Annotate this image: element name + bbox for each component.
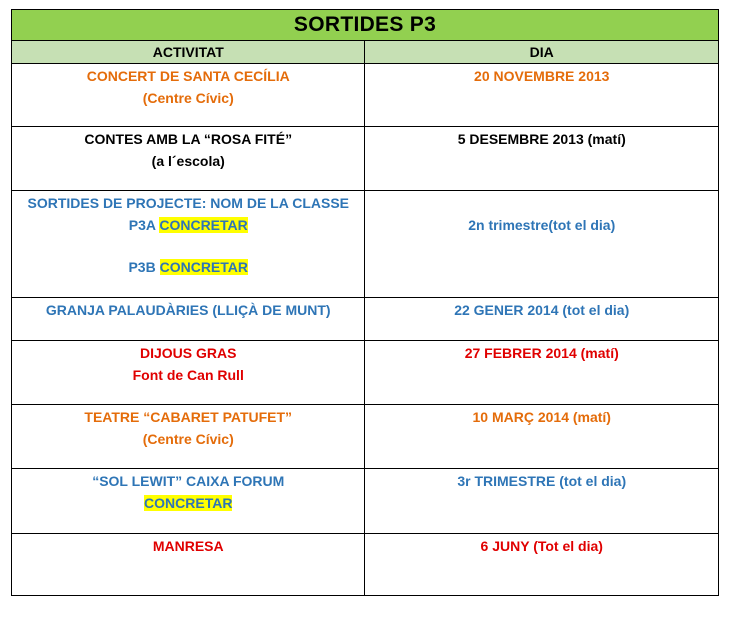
day-value: 5 DESEMBRE 2013 (matí) bbox=[457, 131, 626, 147]
day-value: 22 GENER 2014 (tot el dia) bbox=[454, 302, 630, 318]
activity-name: TEATRE “CABARET PATUFET” bbox=[84, 409, 293, 425]
activity-cell bbox=[12, 341, 365, 405]
activity-cell bbox=[12, 534, 365, 596]
header-day: DIA bbox=[365, 41, 719, 64]
table-row bbox=[12, 534, 719, 596]
day-cell bbox=[365, 405, 719, 469]
activity-note: CONCRETAR bbox=[144, 495, 233, 511]
day-cell bbox=[365, 298, 719, 341]
table-row bbox=[12, 341, 719, 405]
day-cell bbox=[365, 534, 719, 596]
day-value: 20 NOVEMBRE 2013 bbox=[474, 68, 610, 84]
group-line-b bbox=[12, 256, 364, 278]
group-line-a bbox=[12, 214, 364, 236]
table-row bbox=[12, 127, 719, 191]
activity-cell bbox=[12, 405, 365, 469]
day-value: 3r TRIMESTRE (tot el dia) bbox=[457, 473, 627, 489]
title-row bbox=[12, 10, 719, 41]
outings-table bbox=[11, 9, 719, 596]
table-row bbox=[12, 405, 719, 469]
day-value: 27 FEBRER 2014 (matí) bbox=[464, 345, 619, 361]
day-value: 10 MARÇ 2014 (matí) bbox=[472, 409, 611, 425]
table-row bbox=[12, 64, 719, 127]
day-cell bbox=[365, 127, 719, 191]
day-value: 6 JUNY (Tot el dia) bbox=[480, 538, 603, 554]
group-b-note: CONCRETAR bbox=[159, 259, 248, 275]
day-cell bbox=[365, 469, 719, 534]
activity-location: (Centre Cívic) bbox=[142, 90, 234, 106]
activity-name: SORTIDES DE PROJECTE: NOM DE LA CLASSE bbox=[27, 195, 349, 211]
group-b-label: P3B bbox=[128, 259, 156, 275]
day-cell bbox=[365, 341, 719, 405]
activity-cell bbox=[12, 127, 365, 191]
activity-name: CONCERT DE SANTA CECÍLIA bbox=[86, 68, 290, 84]
group-a-note: CONCRETAR bbox=[159, 217, 248, 233]
activity-note-line bbox=[12, 492, 364, 514]
activity-cell bbox=[12, 469, 365, 534]
header-row bbox=[12, 41, 719, 64]
activity-name: “SOL LEWIT” CAIXA FORUM bbox=[92, 473, 285, 489]
activity-name: GRANJA PALAUDÀRIES (LLIÇÀ DE MUNT) bbox=[45, 302, 331, 318]
activity-location: Font de Can Rull bbox=[132, 367, 244, 383]
table-row bbox=[12, 298, 719, 341]
day-value: 2n trimestre(tot el dia) bbox=[468, 217, 616, 233]
day-cell bbox=[365, 64, 719, 127]
activity-location: (Centre Cívic) bbox=[142, 431, 234, 447]
activity-location: (a l´escola) bbox=[151, 153, 225, 169]
activity-name: DIJOUS GRAS bbox=[140, 345, 237, 361]
activity-name: MANRESA bbox=[152, 538, 224, 554]
table-title: SORTIDES P3 bbox=[12, 10, 719, 41]
table-row bbox=[12, 469, 719, 534]
activity-cell bbox=[12, 191, 365, 298]
header-activity: ACTIVITAT bbox=[12, 41, 365, 64]
group-a-label: P3A bbox=[128, 217, 156, 233]
activity-name: CONTES AMB LA “ROSA FITÉ” bbox=[84, 131, 293, 147]
activity-cell bbox=[12, 64, 365, 127]
day-cell bbox=[365, 191, 719, 298]
table-row bbox=[12, 191, 719, 298]
activity-cell bbox=[12, 298, 365, 341]
